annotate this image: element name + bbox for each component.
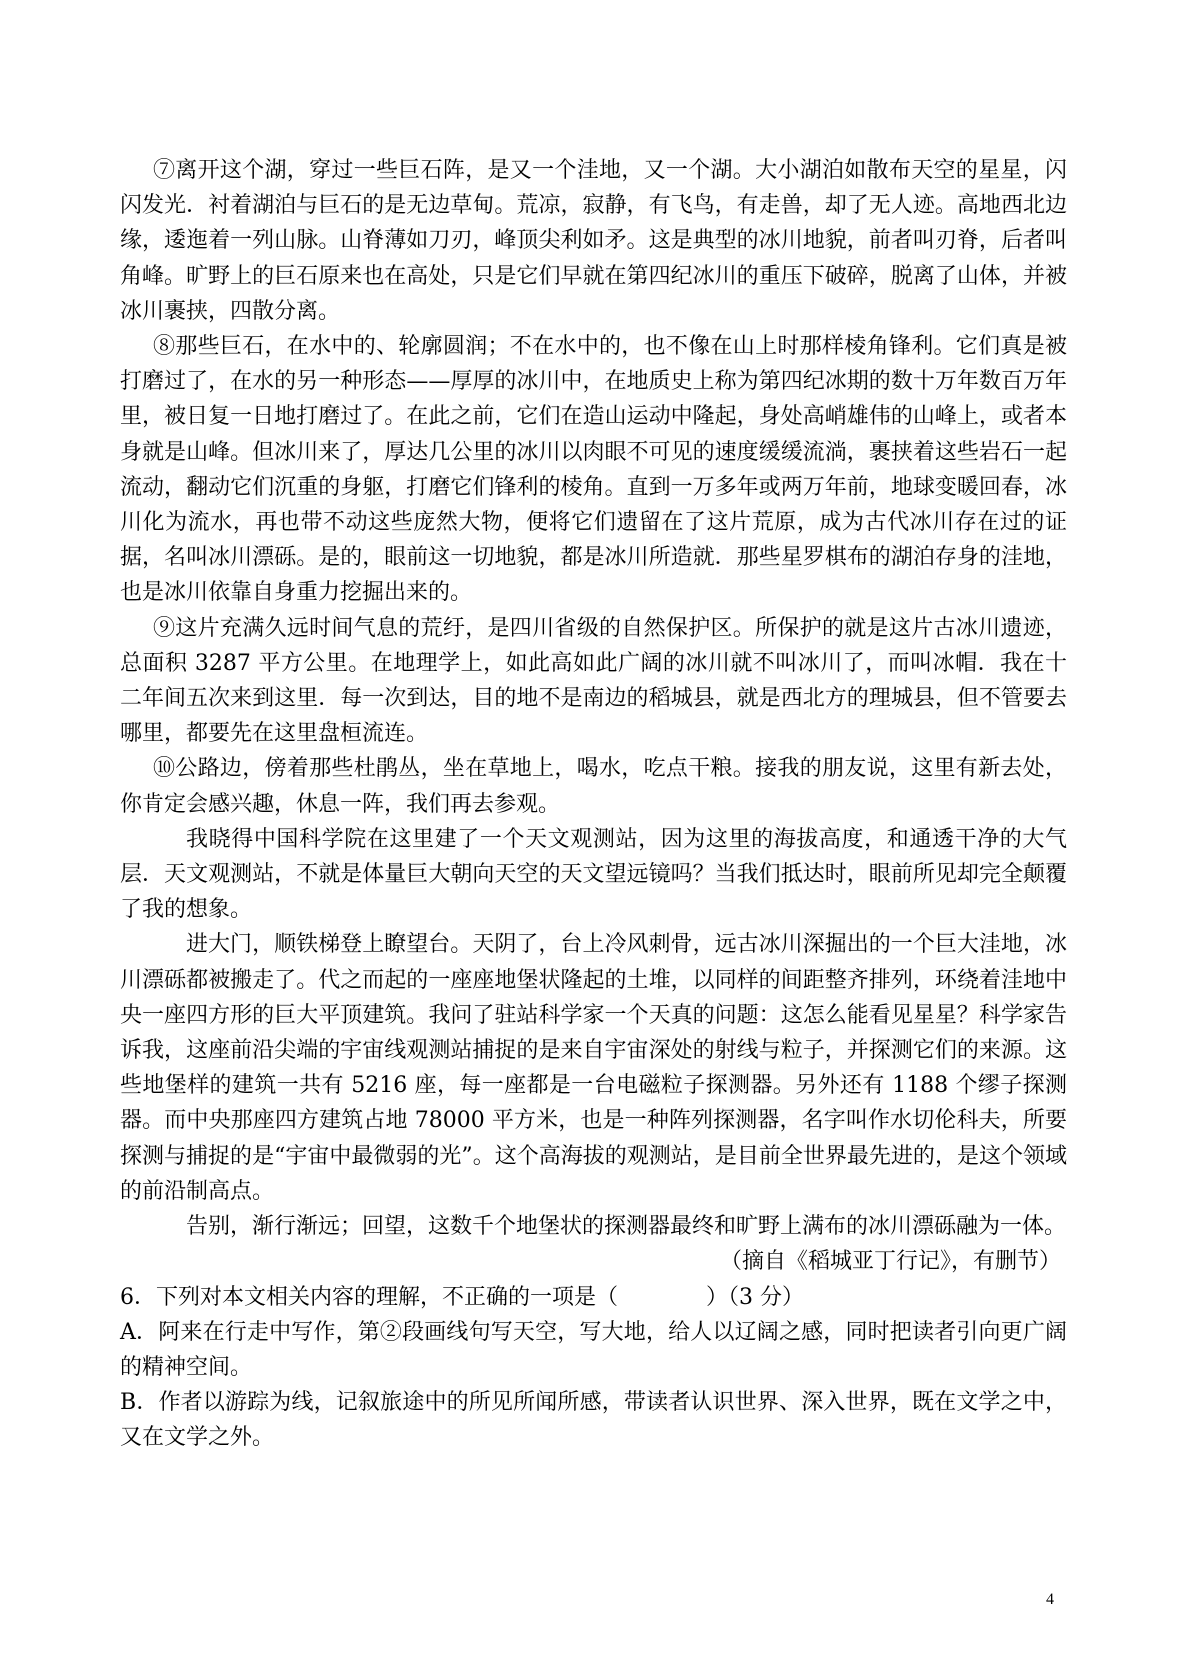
paragraph-12: 进大门，顺铁梯登上瞭望台。天阴了，台上冷风刺骨，远古冰川深掘出的一个巨大洼地，冰川漂砾都被搬走了。代之而起的一座座地堡状隆起的土堆，以同样的间距整齐排列，环绕着洼地中央一座四方形的巨大平顶建筑。我问了驻站科学家一个天真的问题：这怎么能看见星星？科学家告诉我，这座前沿尖端的宇宙线观测站捕捉的是来自宇宙深处的射线与粒子，并探测它们的来源。这些地堡样的建筑一共有 5216 座，每一座都是一台电磁粒子探测器。另外还有 1188 个缪子探测器。而中央那座四方建筑占地 78000 平方米，也是一种阵列探测器，名字叫作水切伦科夫，所要探测与捕捉的是“宇宙中最微弱的光”。这个高海拔的观测站，是目前全世界最先进的，是这个领域的前沿制高点。 <box>120 932 1067 1204</box>
paragraph-8: ⑧那些巨石，在水中的、轮廓圆润；不在水中的，也不像在山上时那样棱角锋利。它们真是被打磨过了，在水的另一种形态——厚厚的冰川中，在地质史上称为第四纪冰期的数十万年数百万年里，被日复一日地打磨过了。在此之前，它们在造山运动中隆起，身处高峭雄伟的山峰上，或者本身就是山峰。但冰川来了，厚达几公里的冰川以肉眼不可见的速度缓缓流淌，裹挟着这些岩石一起流动，翻动它们沉重的身躯，打磨它们锋利的棱角。直到一万多年或两万年前，地球变暖回春，冰川化为流水，再也带不动这些庞然大物，便将它们遗留在了这片荒原，成为古代冰川存在过的证据，名叫冰川漂砾。是的，眼前这一切地貌，都是冰川所造就．那些星罗棋布的湖泊存身的洼地，也是冰川依靠自身重力挖掘出来的。 <box>120 334 1067 606</box>
option-a: A．阿来在行走中写作，第②段画线句写天空，写大地，给人以辽阔之感，同时把读者引向更广阔的精神空间。 <box>120 1319 1067 1380</box>
paragraph-13: 告别，渐行渐远；回望，这数千个地堡状的探测器最终和旷野上满布的冰川漂砾融为一体。 <box>186 1214 1067 1240</box>
paragraph-7: ⑦离开这个湖，穿过一些巨石阵，是又一个洼地，又一个湖。大小湖泊如散布天空的星星，闪闪发光．衬着湖泊与巨石的是无边草甸。荒凉，寂静，有飞鸟，有走兽，却了无人迹。高地西北边缘，逶迤着一列山脉。山脊薄如刀刃，峰顶尖利如矛。这是典型的冰川地貌，前者叫刃脊，后者叫角峰。旷野上的巨石原来也在高处，只是它们早就在第四纪冰川的重压下破碎，脱离了山体，并被冰川裹挟，四散分离。 <box>120 158 1067 324</box>
paragraph-11: 我晓得中国科学院在这里建了一个天文观测站，因为这里的海拔高度，和通透干净的大气层．天文观测站，不就是体量巨大朝向天空的天文望远镜吗？当我们抵达时，眼前所见却完全颠覆了我的想象。 <box>120 826 1067 923</box>
article-body <box>120 153 1067 1456</box>
source-citation: （摘自《稻城亚丁行记》，有删节） <box>719 1249 1061 1275</box>
paragraph-9: ⑨这片充满久远时间气息的荒纡，是四川省级的自然保护区。所保护的就是这片古冰川遗迹，总面积 3287 平方公里。在地理学上，如此高如此广阔的冰川就不叫冰川了，而叫冰帽．我在十二年间五次来到这里．每一次到达，目的地不是南边的稻城县，就是西北方的理城县，但不管要去哪里，都要先在这里盘桓流连。 <box>120 615 1067 747</box>
question-stem: 6．下列对本文相关内容的理解，不正确的一项是（ ）（3 分） <box>120 1284 804 1310</box>
paragraph-10: ⑩公路边，傍着那些杜鹃丛，坐在草地上，喝水，吃点干粮。接我的朋友说，这里有新去处，你肯定会感兴趣，休息一阵，我们再去参观。 <box>120 756 1067 817</box>
page-number: 4 <box>1046 1591 1054 1608</box>
option-b: B．作者以游踪为线，记叙旅途中的所见所闻所感，带读者认识世界、深入世界，既在文学之中，又在文学之外。 <box>120 1390 1067 1451</box>
